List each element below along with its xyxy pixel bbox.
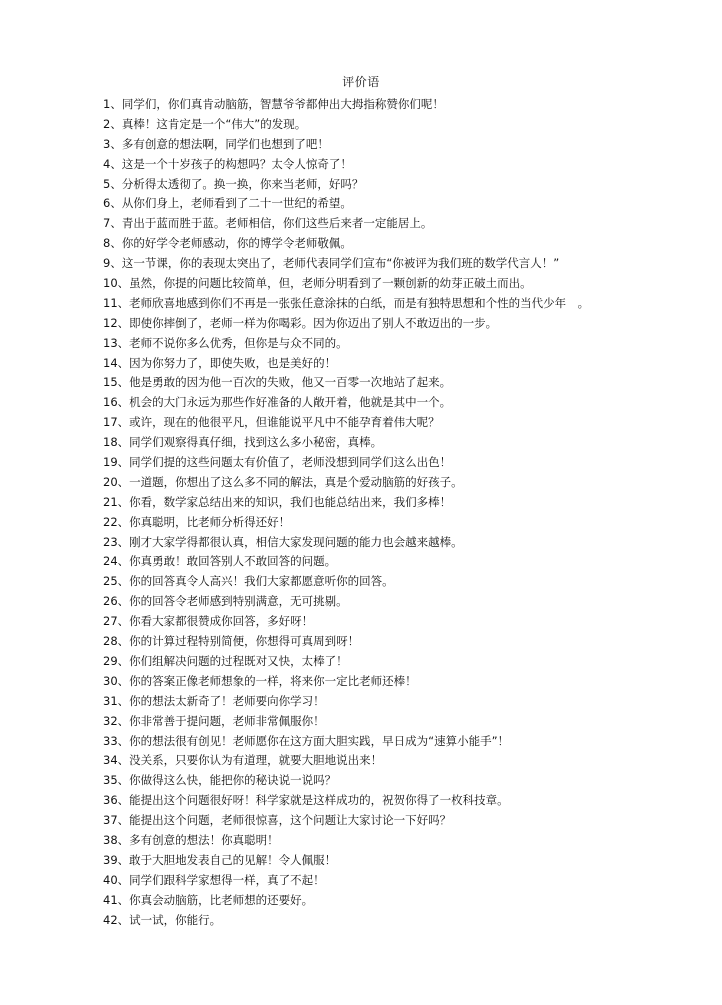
item-text: 青出于蓝而胜于蓝。老师相信，你们这些后来者一定能居上。 xyxy=(121,216,433,231)
item-number: 10 xyxy=(103,276,118,291)
item-number: 28 xyxy=(103,634,118,649)
list-item: 26、你的回答令老师感到特别满意，无可挑剔。 xyxy=(103,594,348,609)
item-text: 敢于大胆地发表自己的见解！令人佩服！ xyxy=(129,852,337,867)
list-item: 16、机会的大门永远为那些作好准备的人敞开着，他就是其中一个。 xyxy=(103,395,452,410)
list-item: 31、你的想法太新奇了！老师要向你学习！ xyxy=(103,693,325,708)
list-item: 15、他是勇敢的因为他一百次的失败，他又一百零一次地站了起来。 xyxy=(103,375,452,390)
item-text: 你非常善于提问题，老师非常佩服你！ xyxy=(129,713,325,728)
list-item: 23、刚才大家学得都很认真，相信大家发现问题的能力也会越来越棒。 xyxy=(103,534,463,549)
item-number: 37 xyxy=(103,813,118,828)
item-number: 1 xyxy=(103,97,111,111)
list-item: 29、你们组解决问题的过程既对又快，太棒了！ xyxy=(103,653,348,668)
list-item: 36、能提出这个问题很好呀！科学家就是这样成功的，祝贺你得了一枚科技章。 xyxy=(103,793,509,808)
item-text: 这一节课，你的表现太突出了，老师代表同学们宣布“你被评为我们班的数学代言人！” xyxy=(121,256,560,271)
item-number: 9 xyxy=(103,256,111,271)
item-number: 2 xyxy=(103,116,111,131)
item-text: 你真勇敢！敢回答别人不敢回答的问题。 xyxy=(129,554,337,569)
item-text: 你做得这么快，能把你的秘诀说一说吗？ xyxy=(129,773,337,788)
item-number: 22 xyxy=(103,514,118,529)
item-text: 一道题，你想出了这么多不同的解法，真是个爱动脑筋的好孩子。 xyxy=(129,474,463,489)
item-number: 20 xyxy=(103,474,118,489)
item-number: 39 xyxy=(103,852,118,867)
item-text: 因为你努力了，即使失败，也是美好的！ xyxy=(129,355,337,370)
item-number: 32 xyxy=(103,713,118,728)
item-number: 42 xyxy=(103,912,118,927)
item-text: 你看，数学家总结出来的知识，我们也能总结出来，我们多棒！ xyxy=(129,494,452,509)
item-number: 40 xyxy=(103,872,118,887)
list-item: 6、从你们身上，老师看到了二十一世纪的希望。 xyxy=(103,196,352,211)
item-number: 27 xyxy=(103,614,118,629)
item-text: 你们组解决问题的过程既对又快，太棒了！ xyxy=(129,653,348,668)
item-text: 你的回答令老师感到特别满意，无可挑剔。 xyxy=(129,594,348,609)
item-text: 你真会动脑筋，比老师想的还要好。 xyxy=(129,892,314,907)
item-number: 17 xyxy=(103,415,118,430)
item-number: 3 xyxy=(103,136,111,151)
list-item: 3、多有创意的想法啊，同学们也想到了吧！ xyxy=(103,136,329,151)
item-number: 16 xyxy=(103,395,118,410)
item-text: 这是一个十岁孩子的构想吗？太令人惊奇了！ xyxy=(121,156,352,171)
item-number: 21 xyxy=(103,494,118,509)
item-text: 你的想法很有创见！老师愿你在这方面大胆实践，早日成为“速算小能手”！ xyxy=(129,733,510,748)
list-item: 33、你的想法很有创见！老师愿你在这方面大胆实践，早日成为“速算小能手”！ xyxy=(103,733,510,748)
document-title: 评价语 xyxy=(342,75,380,89)
item-number: 7 xyxy=(103,216,111,231)
item-number: 12 xyxy=(103,315,118,330)
list-item: 22、你真聪明，比老师分析得还好！ xyxy=(103,514,291,529)
item-number: 25 xyxy=(103,574,118,589)
item-number: 15 xyxy=(103,375,118,390)
list-item: 35、你做得这么快，能把你的秘诀说一说吗？ xyxy=(103,773,337,788)
item-number: 31 xyxy=(103,693,118,708)
item-text: 你真聪明，比老师分析得还好！ xyxy=(129,514,291,529)
list-item: 11、老师欣喜地感到你们不再是一张张任意涂抹的白纸，而是有独特思想和个性的当代少年 。 xyxy=(103,295,590,310)
evaluation-phrase-list xyxy=(103,95,703,930)
item-text: 真棒！这肯定是一个“伟大”的发现。 xyxy=(121,116,307,131)
item-number: 29 xyxy=(103,653,118,668)
item-number: 35 xyxy=(103,773,118,788)
item-number: 11 xyxy=(103,295,118,310)
item-number: 23 xyxy=(103,534,118,549)
list-item: 38、多有创意的想法！你真聪明！ xyxy=(103,832,279,847)
item-number: 8 xyxy=(103,236,111,251)
item-text: 多有创意的想法！你真聪明！ xyxy=(129,832,279,847)
list-item: 12、即使你摔倒了，老师一样为你喝彩。因为你迈出了别人不敢迈出的一步。 xyxy=(103,315,498,330)
item-text: 分析得太透彻了。换一换，你来当老师，好吗？ xyxy=(121,176,364,191)
list-item: 9、这一节课，你的表现太突出了，老师代表同学们宣布“你被评为我们班的数学代言人！” xyxy=(103,256,560,271)
item-number: 41 xyxy=(103,892,118,907)
list-item: 5、分析得太透彻了。换一换，你来当老师，好吗？ xyxy=(103,176,364,191)
item-number: 30 xyxy=(103,673,118,688)
item-text: 老师欣喜地感到你们不再是一张张任意涂抹的白纸，而是有独特思想和个性的当代少年 。 xyxy=(129,295,590,310)
list-item: 24、你真勇敢！敢回答别人不敢回答的问题。 xyxy=(103,554,337,569)
item-text: 你看大家都很赞成你回答，多好呀！ xyxy=(129,614,314,629)
item-text: 同学们观察得真仔细，找到这么多小秘密，真棒。 xyxy=(129,435,383,450)
item-text: 能提出这个问题，老师很惊喜，这个问题让大家讨论一下好吗？ xyxy=(129,813,452,828)
list-item: 17、或许，现在的他很平凡，但谁能说平凡中不能孕育着伟大呢？ xyxy=(103,415,440,430)
list-item: 42、试一试，你能行。 xyxy=(103,912,222,927)
item-text: 你的好学令老师感动，你的博学令老师敬佩。 xyxy=(121,236,352,251)
item-number: 19 xyxy=(103,455,118,470)
item-text: 多有创意的想法啊，同学们也想到了吧！ xyxy=(121,136,329,151)
item-number: 24 xyxy=(103,554,118,569)
list-item: 41、你真会动脑筋，比老师想的还要好。 xyxy=(103,892,314,907)
list-item: 39、敢于大胆地发表自己的见解！令人佩服！ xyxy=(103,852,337,867)
item-number: 34 xyxy=(103,753,118,768)
item-number: 33 xyxy=(103,733,118,748)
list-item: 4、这是一个十岁孩子的构想吗？太令人惊奇了！ xyxy=(103,156,352,171)
item-number: 26 xyxy=(103,594,118,609)
list-item: 7、青出于蓝而胜于蓝。老师相信，你们这些后来者一定能居上。 xyxy=(103,216,433,231)
list-item: 8、你的好学令老师感动，你的博学令老师敬佩。 xyxy=(103,236,352,251)
item-text: 同学们跟科学家想得一样，真了不起！ xyxy=(129,872,325,887)
list-item: 14、因为你努力了，即使失败，也是美好的！ xyxy=(103,355,337,370)
list-item: 19、同学们提的这些问题太有价值了，老师没想到同学们这么出色！ xyxy=(103,455,452,470)
item-text: 你的答案正像老师想象的一样，将来你一定比老师还棒！ xyxy=(129,673,417,688)
list-item: 1、同学们，你们真肯动脑筋，智慧爷爷都伸出大拇指称赞你们呢！ xyxy=(103,97,444,111)
list-item: 25、你的回答真令人高兴！我们大家都愿意听你的回答。 xyxy=(103,574,394,589)
item-text: 能提出这个问题很好呀！科学家就是这样成功的，祝贺你得了一枚科技章。 xyxy=(129,793,509,808)
list-item: 13、老师不说你多么优秀，但你是与众不同的。 xyxy=(103,335,348,350)
list-item: 37、能提出这个问题，老师很惊喜，这个问题让大家讨论一下好吗？ xyxy=(103,813,452,828)
list-item: 27、你看大家都很赞成你回答，多好呀！ xyxy=(103,614,314,629)
list-item: 21、你看，数学家总结出来的知识，我们也能总结出来，我们多棒！ xyxy=(103,494,452,509)
list-item: 34、没关系，只要你认为有道理，就要大胆地说出来！ xyxy=(103,753,383,768)
item-text: 机会的大门永远为那些作好准备的人敞开着，他就是其中一个。 xyxy=(129,395,452,410)
item-text: 同学们提的这些问题太有价值了，老师没想到同学们这么出色！ xyxy=(129,455,452,470)
list-item: 18、同学们观察得真仔细，找到这么多小秘密，真棒。 xyxy=(103,435,383,450)
item-number: 6 xyxy=(103,196,111,211)
item-text: 你的想法太新奇了！老师要向你学习！ xyxy=(129,693,325,708)
list-item: 28、你的计算过程特别简便，你想得可真周到呀！ xyxy=(103,634,360,649)
item-text: 你的计算过程特别简便，你想得可真周到呀！ xyxy=(129,634,360,649)
item-number: 38 xyxy=(103,832,118,847)
list-item: 2、真棒！这肯定是一个“伟大”的发现。 xyxy=(103,116,307,131)
list-item: 40、同学们跟科学家想得一样，真了不起！ xyxy=(103,872,325,887)
item-text: 从你们身上，老师看到了二十一世纪的希望。 xyxy=(121,196,352,211)
item-text: 虽然，你提的问题比较简单，但，老师分明看到了一颗创新的幼芽正破土而出。 xyxy=(129,276,532,291)
item-number: 5 xyxy=(103,176,111,191)
item-text: 即使你摔倒了，老师一样为你喝彩。因为你迈出了别人不敢迈出的一步。 xyxy=(129,315,498,330)
item-number: 36 xyxy=(103,793,118,808)
item-text: 同学们，你们真肯动脑筋，智慧爷爷都伸出大拇指称赞你们呢！ xyxy=(121,97,444,111)
item-number: 4 xyxy=(103,156,111,171)
item-text: 没关系，只要你认为有道理，就要大胆地说出来！ xyxy=(129,753,383,768)
list-item: 10、虽然，你提的问题比较简单，但，老师分明看到了一颗创新的幼芽正破土而出。 xyxy=(103,276,532,291)
list-item: 30、你的答案正像老师想象的一样，将来你一定比老师还棒！ xyxy=(103,673,417,688)
item-text: 或许，现在的他很平凡，但谁能说平凡中不能孕育着伟大呢？ xyxy=(129,415,440,430)
item-text: 刚才大家学得都很认真，相信大家发现问题的能力也会越来越棒。 xyxy=(129,534,463,549)
item-text: 试一试，你能行。 xyxy=(129,912,222,927)
item-text: 老师不说你多么优秀，但你是与众不同的。 xyxy=(129,335,348,350)
item-number: 18 xyxy=(103,435,118,450)
item-text: 他是勇敢的因为他一百次的失败，他又一百零一次地站了起来。 xyxy=(129,375,452,390)
list-item: 32、你非常善于提问题，老师非常佩服你！ xyxy=(103,713,325,728)
item-number: 14 xyxy=(103,355,118,370)
item-text: 你的回答真令人高兴！我们大家都愿意听你的回答。 xyxy=(129,574,394,589)
list-item: 20、一道题，你想出了这么多不同的解法，真是个爱动脑筋的好孩子。 xyxy=(103,474,463,489)
item-number: 13 xyxy=(103,335,118,350)
